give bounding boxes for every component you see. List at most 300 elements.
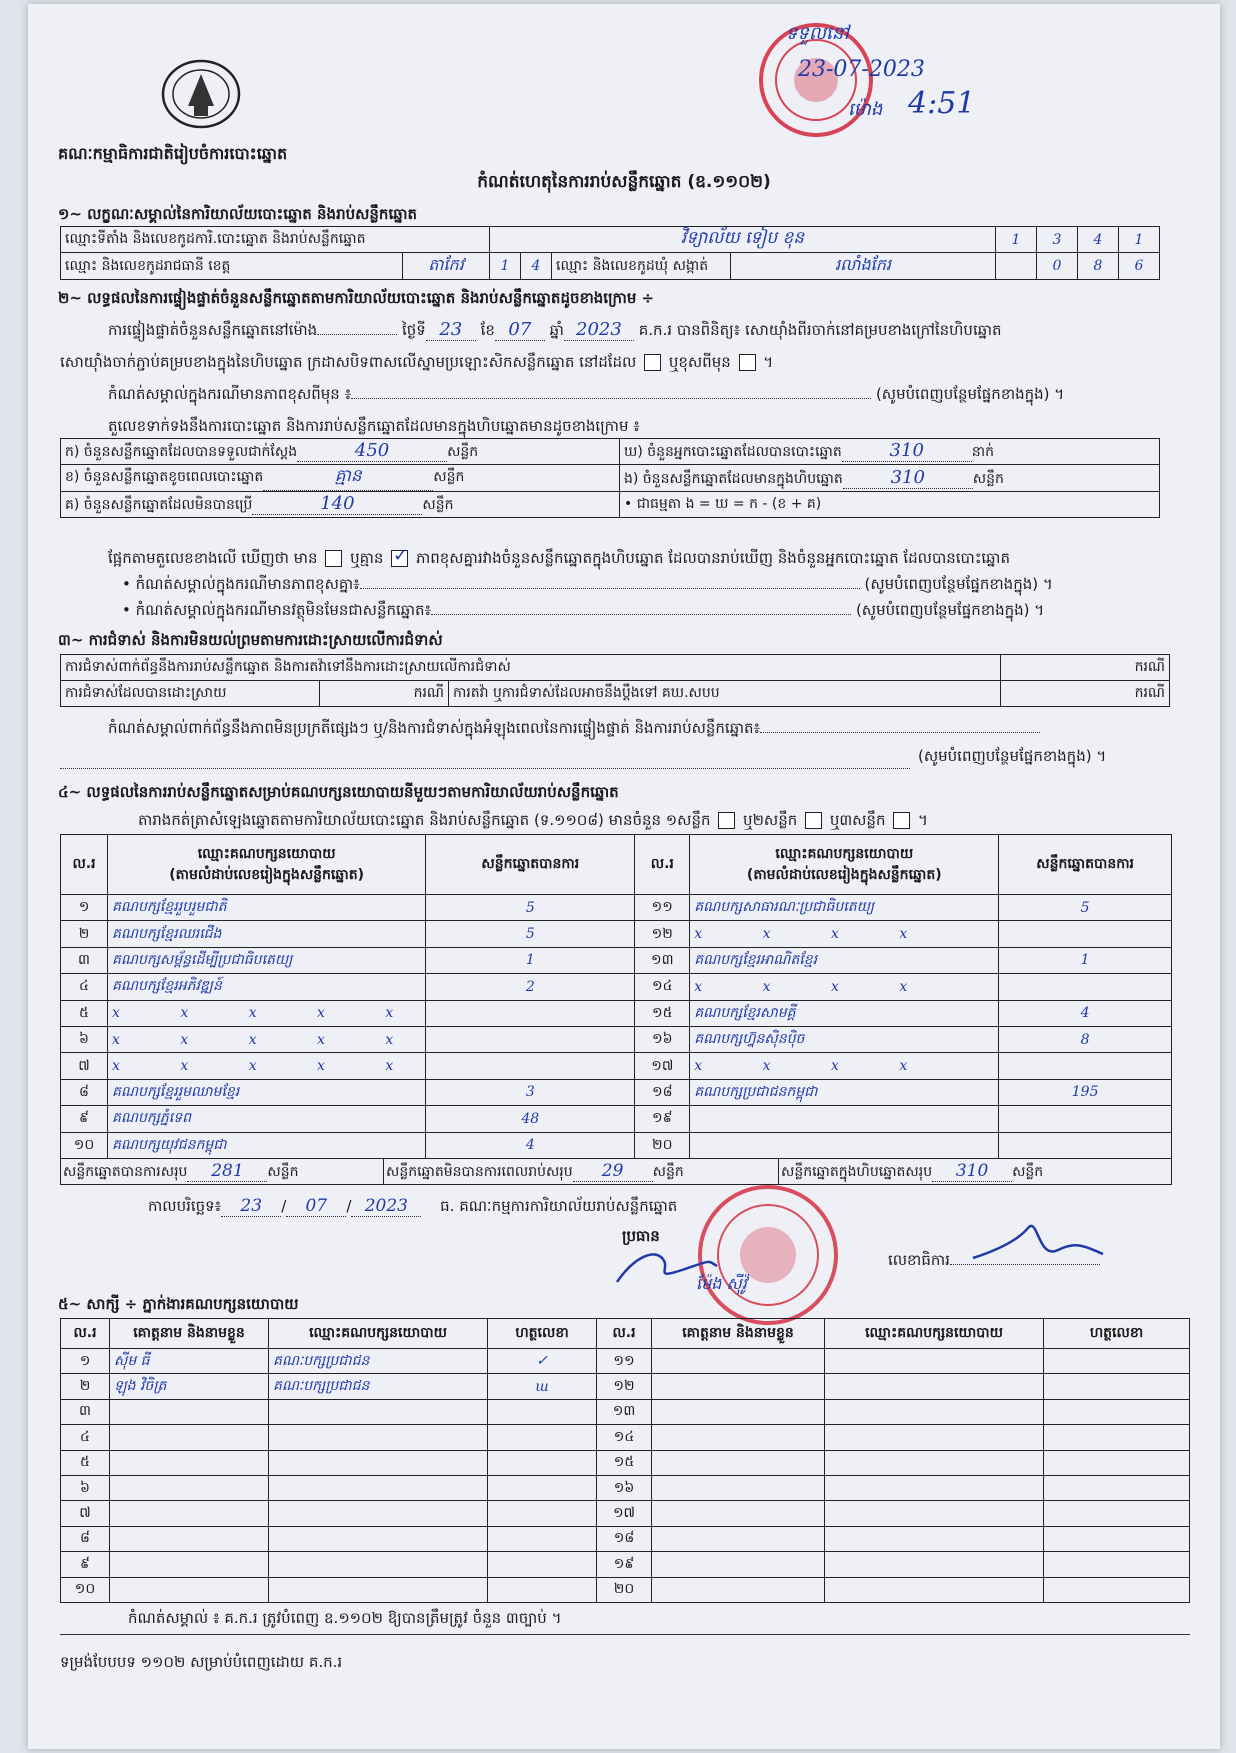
section3-title: ៣~ ការជំទាស់ និងការមិនយល់ព្រមតាមការដោះស្រាយលើការជំទាស់: [58, 631, 443, 649]
tally-2-label: ឬ២សន្លឹក: [743, 811, 798, 829]
result-no: ១៨: [635, 1079, 690, 1105]
commune-label: ឈ្មោះ និងលេខកូដឃុំ សង្កាត់: [552, 253, 731, 280]
footer-note: កំណត់សម្គាល់ ៖ គ.ក.រ ត្រូវបំពេញ ឧ.១១០២ ឱ្យបានត្រឹមត្រូវ ចំនួន ៣ច្បាប់ ។: [128, 1609, 562, 1627]
witness-row: [61, 1577, 1190, 1602]
result-party-name: គណបក្សខ្មែរសាមគ្គី: [690, 1000, 999, 1026]
witness-party: [269, 1501, 488, 1526]
voters-unit: នាក់: [971, 444, 994, 460]
witness-col-sign-left: ហត្ថលេខា: [488, 1319, 597, 1349]
org-name: គណៈកម្មាធិការជាតិរៀបចំការបោះឆ្នោត: [58, 144, 288, 163]
same-checkbox[interactable]: [644, 354, 661, 371]
witness-signature: [1044, 1450, 1190, 1475]
witness-party: [825, 1577, 1044, 1602]
result-votes: 1: [999, 947, 1172, 973]
witness-name: [110, 1577, 269, 1602]
witness-name: [652, 1577, 825, 1602]
witness-name: [652, 1349, 825, 1374]
witness-party: [825, 1552, 1044, 1577]
witness-name: [110, 1475, 269, 1500]
verify-text: គ.ក.រ បានពិនិត្យ៖ សោយ៉ាំងពីរចាក់នៅគម្របខាងក្រៅនៃហិបឆ្នោត: [638, 321, 1002, 339]
result-no: ១៣: [635, 947, 690, 973]
result-votes: [999, 1106, 1172, 1132]
witness-no: ១១: [597, 1349, 652, 1374]
witness-party: [825, 1450, 1044, 1475]
result-votes: [999, 1132, 1172, 1158]
verify-line2-text: សោយ៉ាំងចាក់ភ្ជាប់គម្របខាងក្នុងនៃហិបឆ្នោត ក្រដាសបិទពាសលើស្នាមប្រឡោះសិកសន្លឹកឆ្នោត នៅដដែល: [60, 353, 637, 371]
total-invalid-unit: សន្លឹក: [652, 1163, 684, 1180]
irregularity-note-label: កំណត់សម្គាល់ពាក់ព័ន្ធនឹងភាពមិនប្រក្រតីផ្សេងៗ ឬ/និងការជំទាស់ក្នុងអំឡុងពេលនៃការផ្ទៀងផ្ទាត់ និងការរាប់សន្លឹកឆ្នោត៖: [108, 719, 761, 737]
signature-committee: ធ. គណៈកម្មការការិយាល័យរាប់សន្លឹកឆ្នោត: [440, 1197, 678, 1215]
results-col-party-left-title: ឈ្មោះគណបក្សនយោបាយ: [197, 845, 336, 862]
location-code-2: 3: [1037, 227, 1078, 253]
verify-month: 07: [495, 320, 545, 341]
witness-row: [61, 1501, 1190, 1526]
witness-signature: [488, 1450, 597, 1475]
ballots-spoiled-unit: សន្លឹក: [433, 469, 465, 485]
result-party-name: គណបក្សភ្នំទេព: [108, 1106, 426, 1132]
ballots-spoiled-label: ខ) ចំនួនសន្លឹកឆ្នោតខូចពេលបោះឆ្នោត: [65, 469, 264, 485]
result-party-name: គណបក្សសាធារណៈប្រជាធិបតេយ្យ: [690, 895, 999, 921]
witness-row: [61, 1526, 1190, 1551]
witness-signature: ✓: [488, 1349, 597, 1374]
chair-label: ប្រធាន: [622, 1227, 660, 1245]
location-value: វិទ្យាល័យ ទៀប ខុន: [490, 227, 996, 253]
document-sheet: [28, 4, 1220, 1749]
witness-party: [269, 1526, 488, 1551]
verify-year: 2023: [564, 320, 634, 341]
signature-year: 2023: [351, 1196, 421, 1217]
diff-yes-label: ផ្អែកតាមតួលេខខាងលើ ឃើញថា មាន: [108, 549, 318, 567]
witness-name: [652, 1399, 825, 1424]
witness-signature: [1044, 1501, 1190, 1526]
results-row: [61, 974, 1172, 1000]
witness-col-name-left: គោត្តនាម និងនាមខ្លួន: [110, 1319, 269, 1349]
objection-appeal-label: ការតវ៉ា ឬការជំទាស់ដែលអាចនឹងប្តឹងទៅ គឃ.សបប: [449, 681, 1001, 707]
witness-signature: [488, 1425, 597, 1450]
witness-party: [269, 1577, 488, 1602]
signature-month: 07: [286, 1196, 346, 1217]
tally-2-checkbox[interactable]: [805, 812, 822, 829]
witness-no: ១៧: [597, 1501, 652, 1526]
result-no: ១៩: [635, 1106, 690, 1132]
result-no: ១២: [635, 921, 690, 947]
witness-name: [110, 1399, 269, 1424]
changed-label: ឬខុសពីមុន: [668, 353, 731, 371]
result-votes: [426, 1053, 635, 1079]
witness-no: ១០: [61, 1577, 110, 1602]
ballots-unused-label: គ) ចំនួនសន្លឹកឆ្នោតដែលមិនបានប្រើ: [65, 497, 253, 513]
result-no: ៨: [61, 1079, 108, 1105]
witness-signature: [1044, 1526, 1190, 1551]
witness-col-no-right: ល.រ: [597, 1319, 652, 1349]
result-votes: [426, 1026, 635, 1052]
witness-party: [269, 1425, 488, 1450]
results-row: [61, 1000, 1172, 1026]
ballots-in-box-value: 310: [843, 467, 973, 489]
results-col-votes-left: សន្លឹកឆ្នោតបានការ: [426, 835, 635, 895]
results-col-party-left-sub: (តាមលំដាប់លេខរៀងក្នុងសន្លឹកឆ្នោត): [169, 866, 364, 883]
results-row: [61, 947, 1172, 973]
witness-signature: [1044, 1577, 1190, 1602]
signature-date-line: កាលបរិច្ឆេទ៖ 23 / 07 / 2023 ធ. គណៈកម្មការការិយាល័យរាប់សន្លឹកឆ្នោត: [148, 1196, 678, 1216]
witness-party: [825, 1501, 1044, 1526]
diff-check-line: [108, 548, 1010, 568]
witness-no: ១៦: [597, 1475, 652, 1500]
witness-signature: [1044, 1425, 1190, 1450]
result-no: ៥: [61, 1000, 108, 1026]
witness-signature: [488, 1475, 597, 1500]
result-party-name: គណបក្សសម្ព័ន្ធដើម្បីប្រជាធិបតេយ្យ: [108, 947, 426, 973]
result-votes: 5: [426, 895, 635, 921]
witness-col-no-left: ល.រ: [61, 1319, 110, 1349]
witness-signature: ш: [488, 1374, 597, 1399]
secretary-signature-icon: [968, 1220, 1108, 1270]
witness-no: ១២: [597, 1374, 652, 1399]
irregularity-hint: (សូមបំពេញបន្ថែមផ្នែកខាងក្នុង) ។: [918, 747, 1107, 765]
witness-name: [110, 1450, 269, 1475]
diff-yes-checkbox[interactable]: [325, 550, 342, 567]
witness-signature: [1044, 1552, 1190, 1577]
ballot-count-table: [60, 438, 1160, 518]
commune-value: រលាំងកែរ: [731, 253, 996, 280]
result-party-name: x x x x x: [108, 1026, 426, 1052]
results-row: [61, 1053, 1172, 1079]
witness-name: [110, 1425, 269, 1450]
total-box-unit: សន្លឹក: [1012, 1163, 1044, 1180]
location-code-3: 4: [1078, 227, 1119, 253]
result-votes: 4: [999, 1000, 1172, 1026]
ballots-unused-value: 140: [252, 493, 422, 515]
witness-name: [652, 1501, 825, 1526]
result-party-name: [690, 1132, 999, 1158]
results-table: [60, 834, 1172, 1159]
result-no: ៧: [61, 1053, 108, 1079]
tally-1-checkbox[interactable]: [718, 812, 735, 829]
result-votes: 195: [999, 1079, 1172, 1105]
results-row: [61, 921, 1172, 947]
stamp-received-label: ទទួលនៅ: [786, 23, 849, 44]
result-votes: 5: [999, 895, 1172, 921]
witness-no: ១៣: [597, 1399, 652, 1424]
section1-table: [60, 226, 1160, 280]
results-col-party-right-sub: (តាមលំដាប់លេខរៀងក្នុងសន្លឹកឆ្នោត): [746, 866, 942, 883]
witness-no: ៥: [61, 1450, 110, 1475]
stamp-time-label: ម៉ោង: [848, 99, 883, 120]
change-note-label: កំណត់សម្គាល់ក្នុងករណីមានភាពខុសពីមុន ៖: [108, 385, 352, 403]
ballots-received-label: ក) ចំនួនសន្លឹកឆ្នោតដែលបានទទួលជាក់ស្តែង: [65, 444, 298, 460]
results-row: [61, 1079, 1172, 1105]
total-valid-value: 281: [187, 1161, 267, 1182]
witness-no: ១៤: [597, 1425, 652, 1450]
result-party-name: គណបក្សខ្មែររួមឈាមខ្មែរ: [108, 1079, 426, 1105]
result-votes: [999, 1053, 1172, 1079]
result-party-name: [690, 1106, 999, 1132]
result-no: ១: [61, 895, 108, 921]
irregularity-dots: [60, 754, 910, 773]
witness-name: [652, 1526, 825, 1551]
objection-resolved-case: ករណី: [320, 681, 449, 707]
results-row: [61, 895, 1172, 921]
objection-row1-case: ករណី: [1001, 655, 1170, 681]
witness-row: [61, 1374, 1190, 1399]
witness-no: ៩: [61, 1552, 110, 1577]
witness-party: [269, 1475, 488, 1500]
results-col-party-left: [108, 835, 426, 895]
objection-table: [60, 654, 1170, 707]
ballots-received-value: 450: [297, 440, 447, 462]
result-no: ២: [61, 921, 108, 947]
witness-col-party-right: ឈ្មោះគណបក្សនយោបាយ: [825, 1319, 1044, 1349]
total-invalid-label: សន្លឹកឆ្នោតមិនបានការពេលរាប់សរុប: [386, 1163, 573, 1180]
result-party-name: x x x x x: [108, 1053, 426, 1079]
secretary-label: លេខាធិការ: [888, 1251, 950, 1269]
tally-sheet-line: តារាងកត់ត្រាសំឡេងឆ្នោតតាមការិយាល័យបោះឆ្នោត និងរាប់សន្លឹកឆ្នោត (ទ.១១០៨) មានចំនួន ១សន្លឹក ឬ២សន្លឹក ឬ៣សន្លឹក ។: [138, 811, 928, 829]
result-votes: 5: [426, 921, 635, 947]
results-col-no-right: ល.រ: [635, 835, 690, 895]
ballots-in-box-unit: សន្លឹក: [972, 470, 1004, 487]
witness-no: ៨: [61, 1526, 110, 1551]
result-no: ៦: [61, 1026, 108, 1052]
witness-no: ២: [61, 1374, 110, 1399]
footer-divider: [60, 1634, 1190, 1635]
province-value: តាកែវ: [428, 255, 464, 274]
witness-row: [61, 1475, 1190, 1500]
result-votes: [426, 1000, 635, 1026]
witness-no: ៣: [61, 1399, 110, 1424]
tally-3-label: ឬ៣សន្លឹក: [829, 811, 886, 829]
result-party-name: គណបក្សខ្មែរឈរជើង: [108, 921, 426, 947]
ballots-in-box-label: ង) ចំនួនសន្លឹកឆ្នោតដែលមានក្នុងហិបឆ្នោត: [624, 470, 843, 487]
chair-name: ម៉ែង ស៊ីវ៉ូ: [696, 1274, 747, 1293]
witness-party: [825, 1349, 1044, 1374]
verify-line-1: [108, 320, 1002, 341]
witness-row: [61, 1552, 1190, 1577]
results-col-votes-right: សន្លឹកឆ្នោតបានការ: [999, 835, 1172, 895]
results-col-no-left: ល.រ: [61, 835, 108, 895]
verify-month-label: ខែ: [480, 321, 495, 339]
witness-col-party-left: ឈ្មោះគណបក្សនយោបាយ: [269, 1319, 488, 1349]
section4-title: ៤~ លទ្ធផលនៃការរាប់សន្លឹកឆ្នោតសម្រាប់គណបក្សនយោបាយនីមួយៗតាមការិយាល័យរាប់សន្លឹកឆ្នោត: [58, 783, 619, 801]
witness-signature: [488, 1577, 597, 1602]
result-no: ៣: [61, 947, 108, 973]
witness-name: ឡុង វិចិត្រ: [110, 1374, 269, 1399]
location-label: ឈ្មោះទីតាំង និងលេខកូដការិ.បោះឆ្នោត និងរាប់សន្លឹកឆ្នោត: [61, 227, 490, 253]
result-votes: 3: [426, 1079, 635, 1105]
voters-row: [620, 439, 1160, 465]
ballots-in-box-row: [620, 465, 1160, 492]
verify-line-2: សោយ៉ាំងចាក់ភ្ជាប់គម្របខាងក្នុងនៃហិបឆ្នោត ក្រដាសបិទពាសលើស្នាមប្រឡោះសិកសន្លឹកឆ្នោត នៅដដែល ឬខុសពីមុន ។: [60, 353, 774, 371]
result-no: ៩: [61, 1106, 108, 1132]
witness-name: [110, 1501, 269, 1526]
witness-party: [269, 1552, 488, 1577]
witness-signature: [1044, 1399, 1190, 1424]
witness-party: [825, 1374, 1044, 1399]
result-votes: 2: [426, 974, 635, 1000]
diff-text: ភាពខុសគ្នារវាងចំនួនសន្លឹកឆ្នោតក្នុងហិបឆ្នោត ដែលបានរាប់ឃើញ និងចំនួនអ្នកបោះឆ្នោត ដែលបានបោះឆ្នោត: [415, 549, 1010, 567]
result-no: ១៥: [635, 1000, 690, 1026]
verify-day: 23: [426, 320, 476, 341]
section1-title: ១~ លក្ខណៈសម្គាល់នៃការិយាល័យបោះឆ្នោត និងរាប់សន្លឹកឆ្នោត: [58, 205, 418, 223]
commune-code-2: 8: [1078, 253, 1119, 280]
witness-signature: [488, 1552, 597, 1577]
nec-emblem-icon: [158, 56, 244, 130]
witness-name: [652, 1552, 825, 1577]
invalid-note-label: • កំណត់សម្គាល់ក្នុងករណីមានវត្ថុមិនមែនជាសន្លឹកឆ្នោត៖: [122, 601, 432, 619]
result-party-name: គណបក្សខ្មែរអភិវឌ្ឍន៍: [108, 974, 426, 1000]
diff-no-checkbox[interactable]: [391, 550, 408, 567]
voters-value: 310: [842, 440, 972, 462]
invalid-note-line: [122, 600, 1044, 620]
witness-no: ៤: [61, 1425, 110, 1450]
witness-name: [652, 1374, 825, 1399]
witness-party: [825, 1425, 1044, 1450]
table-intro: តួលេខទាក់ទងនឹងការបោះឆ្នោត និងការរាប់សន្លឹកឆ្នោតដែលមានក្នុងហិបឆ្នោតមានដូចខាងក្រោម ៖: [108, 417, 640, 435]
result-no: ៤: [61, 974, 108, 1000]
witness-signature: [1044, 1475, 1190, 1500]
verify-year-label: ឆ្នាំ: [549, 321, 564, 339]
witness-name: ស៊ីម ធី: [110, 1349, 269, 1374]
stamp-date: 23-07-2023: [798, 57, 925, 82]
diff-no-label: ឬគ្មាន: [350, 549, 384, 567]
total-box-value: 310: [932, 1161, 1012, 1182]
ballots-spoiled-row: [61, 465, 620, 492]
results-row: [61, 1026, 1172, 1052]
witness-signature: [488, 1501, 597, 1526]
ballots-received-row: [61, 439, 620, 465]
result-no: ១៤: [635, 974, 690, 1000]
witness-party: [269, 1399, 488, 1424]
result-no: ១៦: [635, 1026, 690, 1052]
witness-signature: [488, 1526, 597, 1551]
witness-party: [825, 1399, 1044, 1424]
location-code-1: 1: [996, 227, 1037, 253]
diff-note-hint: (សូមបំពេញបន្ថែមផ្នែកខាងក្នុង) ។: [864, 575, 1053, 593]
objection-resolved-label: ការជំទាស់ដែលបានដោះស្រាយ: [61, 681, 320, 707]
results-row: [61, 1106, 1172, 1132]
form-note: ទម្រង់បែបបទ ១១០២ សម្រាប់បំពេញដោយ គ.ក.រ: [60, 1653, 343, 1671]
witness-no: ១៩: [597, 1552, 652, 1577]
results-totals: [60, 1158, 1172, 1185]
result-votes: [999, 974, 1172, 1000]
diff-note-label: • កំណត់សម្គាល់ក្នុងករណីមានភាពខុសគ្នា៖: [122, 575, 360, 593]
total-valid-cell: [61, 1159, 384, 1185]
change-note-hint: (សូមបំពេញបន្ថែមផ្នែកខាងក្នុង) ។: [875, 385, 1065, 403]
witness-name: [652, 1475, 825, 1500]
result-party-name: គណបក្សខ្មែរអាណិតខ្មែរ: [690, 947, 999, 973]
voters-label: ឃ) ចំនួនអ្នកបោះឆ្នោតដែលបានបោះឆ្នោត: [624, 444, 842, 460]
objection-appeal-case: ករណី: [1001, 681, 1170, 707]
invalid-note-hint: (សូមបំពេញបន្ថែមផ្នែកខាងក្នុង) ។: [855, 601, 1045, 619]
witness-name: [652, 1425, 825, 1450]
results-col-party-right: [690, 835, 999, 895]
witness-party: [825, 1475, 1044, 1500]
witness-row: [61, 1349, 1190, 1374]
witness-col-sign-right: ហត្ថលេខា: [1044, 1319, 1190, 1349]
ballots-unused-unit: សន្លឹក: [422, 497, 454, 513]
result-party-name: គណបក្សហ្វ៊ុនស៊ិនប៉ិច: [690, 1026, 999, 1052]
results-col-party-right-title: ឈ្មោះគណបក្សនយោបាយ: [775, 845, 914, 862]
province-code-1: 1: [490, 253, 521, 280]
witness-no: ៧: [61, 1501, 110, 1526]
witness-name: [110, 1552, 269, 1577]
result-votes: 8: [999, 1026, 1172, 1052]
witness-col-name-right: គោត្តនាម និងនាមខ្លួន: [652, 1319, 825, 1349]
tally-3-checkbox[interactable]: [893, 812, 910, 829]
witness-table: [60, 1318, 1190, 1603]
witness-party: គណៈបក្សប្រជាជន: [269, 1349, 488, 1374]
result-votes: 4: [426, 1132, 635, 1158]
objection-row1-label: ការជំទាស់ពាក់ព័ន្ធនឹងការរាប់សន្លឹកឆ្នោត និងការតវ៉ាទៅនឹងការដោះស្រាយលើការជំទាស់: [61, 655, 1001, 681]
witness-row: [61, 1450, 1190, 1475]
result-votes: 1: [426, 947, 635, 973]
ballots-spoiled-value: គ្មាន: [263, 465, 433, 491]
change-note-line: [108, 384, 1064, 404]
result-no: ១៧: [635, 1053, 690, 1079]
stamp-time: 4:51: [908, 86, 976, 121]
result-party-name: x x x x: [690, 921, 999, 947]
ballots-unused-row: [61, 492, 620, 518]
witness-no: ៦: [61, 1475, 110, 1500]
result-votes: 48: [426, 1106, 635, 1132]
witness-name: [652, 1450, 825, 1475]
verify-time-label: ការផ្ទៀងផ្ទាត់ចំនួនសន្លឹកឆ្នោតនៅម៉ោង: [108, 321, 318, 339]
formula: • ជាធម្មតា ង = ឃ = ក - (ខ + គ): [620, 492, 1160, 518]
total-box-label: សន្លឹកឆ្នោតក្នុងហិបឆ្នោតសរុប: [781, 1163, 933, 1180]
result-no: ១០: [61, 1132, 108, 1158]
section5-title: ៥~ សាក្សី ÷ ភ្នាក់ងារគណបក្សនយោបាយ: [58, 1295, 299, 1313]
total-valid-label: សន្លឹកឆ្នោតបានការសរុប: [63, 1163, 188, 1180]
result-party-name: x x x x x: [108, 1000, 426, 1026]
witness-name: [110, 1526, 269, 1551]
witness-party: [825, 1526, 1044, 1551]
result-party-name: គណបក្សយុវជនកម្ពុជា: [108, 1132, 426, 1158]
province-label: ឈ្មោះ និងលេខកូដរាជធានី ខេត្ត: [61, 253, 403, 279]
witness-no: ២០: [597, 1577, 652, 1602]
witness-signature: [1044, 1374, 1190, 1399]
diff-note-line: [122, 574, 1053, 594]
witness-no: ១៨: [597, 1526, 652, 1551]
signature-date-label: កាលបរិច្ឆេទ៖: [148, 1197, 222, 1215]
location-code-4: 1: [1119, 227, 1160, 253]
province-code-2: 4: [521, 253, 552, 280]
result-no: ២០: [635, 1132, 690, 1158]
witness-row: [61, 1399, 1190, 1424]
result-party-name: គណបក្សខ្មែររួបរួមជាតិ: [108, 895, 426, 921]
signature-day: 23: [221, 1196, 281, 1217]
result-party-name: x x x x: [690, 1053, 999, 1079]
witness-no: ១: [61, 1349, 110, 1374]
result-no: ១១: [635, 895, 690, 921]
result-votes: [999, 921, 1172, 947]
total-invalid-value: 29: [573, 1161, 653, 1182]
result-party-name: គណបក្សប្រជាជនកម្ពុជា: [690, 1079, 999, 1105]
witness-signature: [1044, 1349, 1190, 1374]
witness-no: ១៥: [597, 1450, 652, 1475]
document-title: កំណត់ហេតុនៃការរាប់សន្លឹកឆ្នោត (ឧ.១១០២): [477, 172, 771, 192]
witness-party: គណៈបក្សប្រជាជន: [269, 1374, 488, 1399]
commune-code-3: 6: [1119, 253, 1160, 280]
changed-checkbox[interactable]: [739, 354, 756, 371]
witness-signature: [488, 1399, 597, 1424]
total-valid-unit: សន្លឹក: [267, 1163, 299, 1180]
irregularity-note-line: [108, 718, 1040, 738]
result-party-name: x x x x: [690, 974, 999, 1000]
verify-day-label: ថ្ងៃទី: [401, 321, 426, 339]
witness-row: [61, 1425, 1190, 1450]
witness-party: [269, 1450, 488, 1475]
tally-1-label: តារាងកត់ត្រាសំឡេងឆ្នោតតាមការិយាល័យបោះឆ្នោត និងរាប់សន្លឹកឆ្នោត (ទ.១១០៨) មានចំនួន ១សន្លឹក: [138, 811, 711, 829]
section2-title: ២~ លទ្ធផលនៃការផ្ទៀងផ្ទាត់ចំនួនសន្លឹកឆ្នោតតាមការិយាល័យបោះឆ្នោត និងរាប់សន្លឹកឆ្នោតដូចខាងក្រោម ÷: [58, 289, 655, 307]
